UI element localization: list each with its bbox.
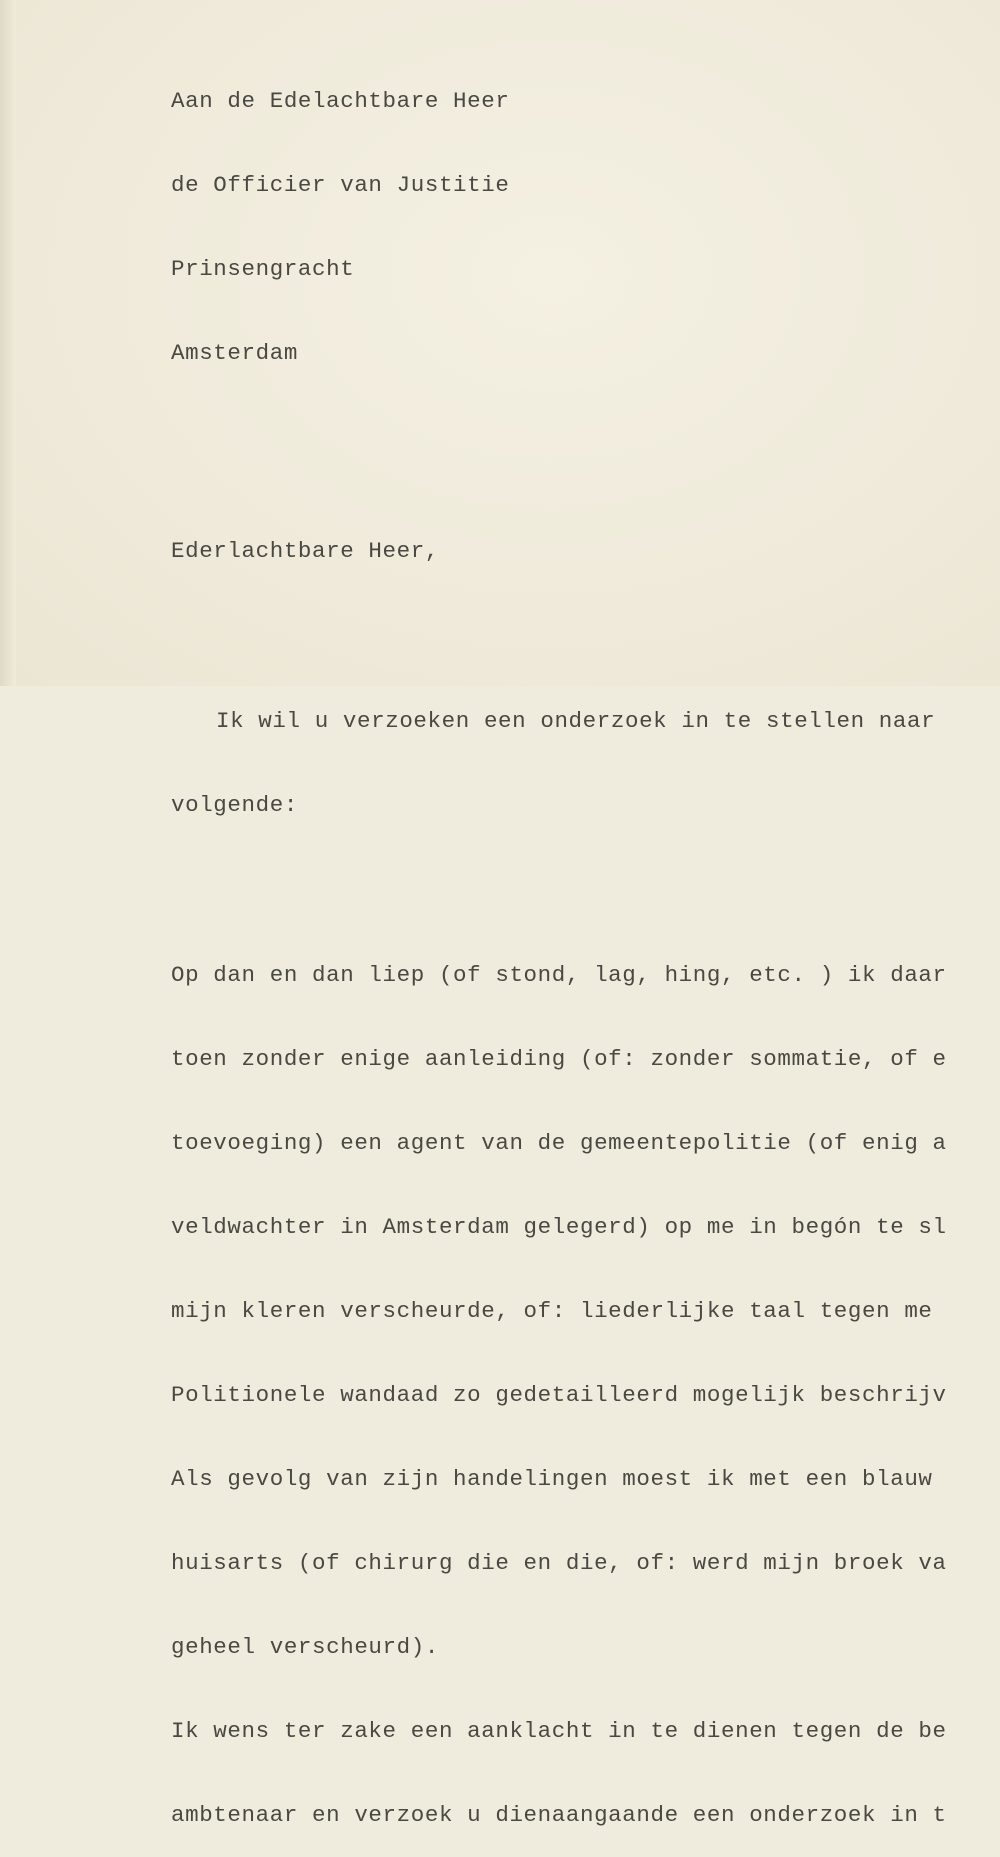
address-line-2: de Officier van Justitie	[171, 172, 510, 198]
body-line: Als gevolg van zijn handelingen moest ik met een blauw	[171, 1466, 933, 1492]
body-line: toen zonder enige aanleiding (of: zonder sommatie, of e	[171, 1046, 947, 1072]
body-line: Politionele wandaad zo gedetailleerd mogelijk beschrijv	[171, 1382, 947, 1408]
body-line: toevoeging) een agent van de gemeentepolitie (of enig a	[171, 1130, 947, 1156]
page-edge-shadow	[0, 0, 16, 686]
body-line: veldwachter in Amsterdam gelegerd) op me in begón te sl	[171, 1214, 947, 1240]
body-line: huisarts (of chirurg die en die, of: werd mijn broek va	[171, 1550, 947, 1576]
body-line: ambtenaar en verzoek u dienaangaande een onderzoek in t	[171, 1802, 947, 1828]
body-line: geheel verscheurd).	[171, 1634, 439, 1660]
salutation: Ederlachtbare Heer,	[171, 538, 439, 564]
typed-letter	[171, 31, 947, 1857]
address-line-1: Aan de Edelachtbare Heer	[171, 88, 510, 114]
body-line: Op dan en dan liep (of stond, lag, hing, etc. ) ik daar	[171, 962, 947, 988]
body-line: mijn kleren verscheurde, of: liederlijke taal tegen me	[171, 1298, 933, 1324]
address-line-3: Prinsengracht	[171, 256, 355, 282]
intro-line-1: Ik wil u verzoeken een onderzoek in te stellen naar	[216, 708, 936, 734]
address-line-4: Amsterdam	[171, 340, 298, 366]
body-line: Ik wens ter zake een aanklacht in te dienen tegen de be	[171, 1718, 947, 1744]
intro-line-2: volgende:	[171, 792, 298, 818]
